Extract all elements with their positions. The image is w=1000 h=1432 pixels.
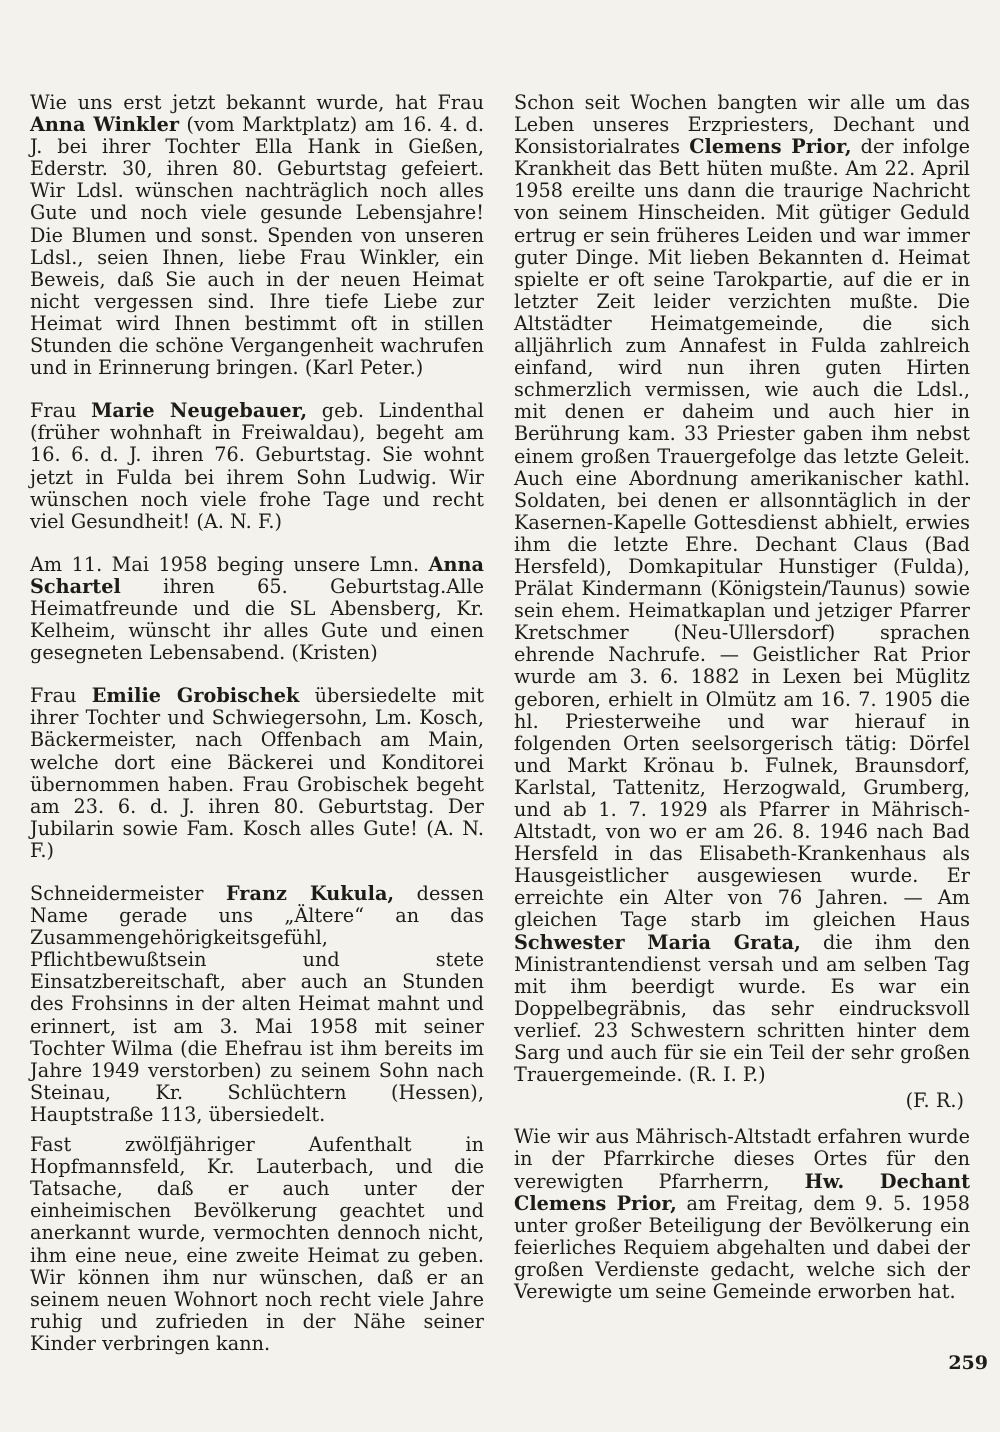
text: Fast zwölfjähriger Aufenthalt in Hopfmannsfeld, Kr. Lauterbach, und die Tatsache, daß er auch unter der einheimischen Bevölkerung geachtet und anerkannt wurde, vermochten dennoch nicht, ihm eine neue, eine zweite Heimat zu geben. Wir können ihm nur wünschen, daß er an seinem neuen Wohnort noch recht viele Jahre ruhig und zufrieden in der Nähe seiner Kinder verbringen kann.	[30, 1133, 484, 1355]
person-name: Anna Schartel	[30, 552, 484, 598]
author-signature: (F. R.)	[905, 1089, 964, 1113]
text: der infolge Krankheit das Bett hüten mußte. Am 22. April 1958 ereilte uns dann die traurige Nachricht von seinem Hinscheiden. Mit gütiger Geduld ertrug er sein früheres Leiden und war immer guter Dinge. Mit lieben Bekannten d. Heimat spielte er oft seine Tarokpartie, auf die er in letzter Zeit leider verzichten mußte. Die Altstädter Heimatgemeinde, die sich alljährlich zum Annafest in Fulda zahlreich einfand, wird nun ihren guten Hirten schmerzlich vermissen, wie auch die Ldsl., mit denen er daheim und auch hier in Berührung kam. 33 Priester gaben ihm nebst einem großen Trauergefolge das letzte Geleit. Auch eine Abordnung amerikanischer kathl. Soldaten, bei denen er allsonntäglich in der Kasernen-Kapelle Gottesdienst abhielt, erwies ihm die letzte Ehre. Dechant Claus (Bad Hersfeld), Domkapitular Hunstiger (Fulda), Prälat Kindermann (Königstein/Taunus) sowie sein ehem. Heimatkaplan und jetziger Pfarrer Kretschmer (Neu-Ullersdorf) sprachen ehrende Nachrufe. — Geistlicher Rat Prior wurde am 3. 6. 1882 in Lexen bei Müglitz geboren, erhielt in Olmütz am 16. 7. 1905 die hl. Priesterweihe und war hierauf in folgenden Orten seelsorgerisch tätig: Dörfel und Markt Krönau b. Fulnek, Braunsdorf, Karlstal, Tattenitz, Herzogwald, Grumberg, und ab 1. 7. 1929 als Pfarrer in Mährisch-Altstadt, von wo er am 26. 8. 1946 nach Bad Hersfeld in das Elisabeth-Krankenhaus als Hausgeistlicher ausgewiesen wurde. Er erreichte ein Alter von 76 Jahren. — Am gleichen Tage starb im gleichen Haus	[514, 135, 971, 932]
text: am Freitag, dem 9. 5. 1958 unter großer Beteiligung der Bevölkerung ein feierliches Requiem abgehalten und dabei der großen Verdienste gedacht, welche sich der Verewigte um seine Gemeinde erworben hat.	[514, 1191, 970, 1303]
person-name: Anna Winkler	[30, 113, 180, 137]
page-number: 259	[948, 1352, 988, 1374]
person-name: Emilie Grobischek	[91, 684, 300, 708]
person-name: Franz Kukula,	[225, 882, 395, 905]
article-anna-schartel	[30, 554, 484, 664]
text: dessen Name gerade uns „Ältere“ an das Zusammengehörigkeitsgefühl, Pflichtbewußtsein und stete Einsatzbereitschaft, aber auch an Stunden des Frohsinns in der alten Heimat mahnt und erinnert, ist am 3. Mai 1958 mit seiner Tochter Wilma (die Ehefrau ist ihm bereits im Jahre 1949 verstorben) zu seinem Sohn nach Steinau, Kr. Schlüchtern (Hessen), Hauptstraße 113, übersiedelt.	[30, 882, 484, 1126]
article-anna-winkler	[30, 92, 484, 379]
left-column	[30, 92, 484, 1376]
article-franz-kukula-continued	[30, 1134, 484, 1355]
text: Frau	[30, 399, 92, 423]
text: Wie wir aus Mährisch-Altstadt erfahren wurde in der Pfarrkirche dieses Ortes für den verewigten Pfarrherrn,	[514, 1125, 970, 1193]
article-emilie-grobischek	[30, 685, 484, 862]
text: Am 11. Mai 1958 beging unsere Lmn.	[30, 552, 429, 576]
text: übersiedelte mit ihrer Tochter und Schwiegersohn, Lm. Kosch, Bäckermeister, nach Offenbach am Main, welche dort eine Bäckerei und Konditorei übernommen haben. Frau Grobischek begeht am 23. 6. d. J. ihren 80. Geburtstag. Der Jubilarin sowie Fam. Kosch alles Gute! (A. N. F.)	[30, 684, 485, 862]
text: (vom Marktplatz) am 16. 4. d. J. bei ihrer Tochter Ella Hank in Gießen, Ederstr. 30, ihren 80. Geburtstag gefeiert. Wir Ldsl. wünschen nachträglich noch alles Gute und noch viele gesunde Lebensjahre! Die Blumen und sonst. Spenden von unseren Ldsl., seien Ihnen, liebe Frau Winkler, ein Beweis, daß Sie auch in der neuen Heimat nicht vergessen sind. Ihre tiefe Liebe zur Heimat wird Ihnen bestimmt oft in stillen Stunden die schöne Vergangenheit wachrufen und in Erinnerung bringen. (Karl Peter.)	[30, 113, 485, 380]
article-clemens-prior-obituary	[514, 92, 970, 1086]
text: Schon seit Wochen bangten wir alle um das Leben unseres Erzpriesters, Dechant und Konsistorialrates	[514, 91, 970, 159]
right-column	[514, 92, 970, 1307]
text: Frau	[30, 684, 92, 708]
text: Wie uns erst jetzt bekannt wurde, hat Frau	[30, 91, 484, 114]
text: die ihm den Ministrantendienst versah und am selben Tag mit ihm beerdigt wurde. Es war ein Doppelbegräbnis, das sehr eindrucksvoll verlief. 23 Schwestern schritten hinter dem Sarg und auch für sie ein Teil der sehr großen Trauergemeinde. (R. I. P.)	[514, 930, 971, 1087]
article-marie-neugebauer	[30, 400, 484, 533]
person-name: Hw. Dechant Clemens Prior,	[514, 1169, 970, 1215]
person-name: Marie Neugebauer,	[91, 399, 308, 423]
article-franz-kukula	[30, 883, 484, 1126]
text: Schneidermeister	[30, 882, 226, 905]
article-requiem	[514, 1126, 970, 1303]
person-name: Clemens Prior,	[689, 135, 852, 159]
text: geb. Lindenthal (früher wohnhaft in Freiwaldau), begeht am 16. 6. d. J. ihren 76. Geburtstag. Sie wohnt jetzt in Fulda bei ihrem Sohn Ludwig. Wir wünschen noch viele frohe Tage und recht viel Gesundheit! (A. N. F.)	[30, 399, 484, 533]
text: ihren 65. Geburtstag.Alle Heimatfreunde und die SL Abensberg, Kr. Kelheim, wünscht ihr alles Gute und einen gesegneten Lebensabend. (Kristen)	[30, 574, 484, 665]
person-name: Schwester Maria Grata,	[514, 930, 801, 954]
